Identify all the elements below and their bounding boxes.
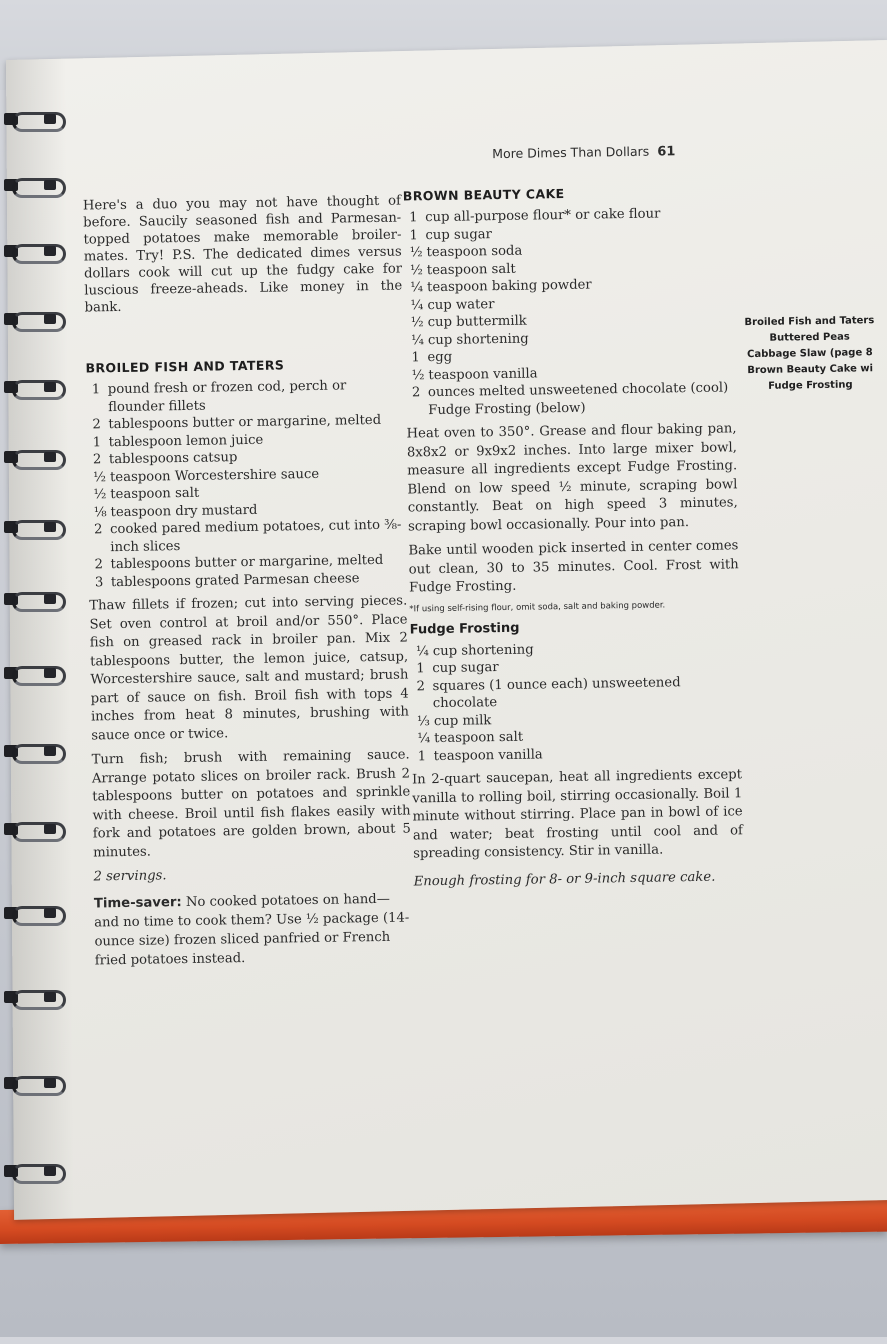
ingredient-item: ¼ cup water bbox=[410, 296, 495, 313]
ingredient-item: ½ cup buttermilk bbox=[410, 313, 527, 331]
cake-recipe-title: BROWN BEAUTY CAKE bbox=[402, 185, 565, 204]
ingredient-item: ¼ teaspoon baking powder bbox=[410, 277, 592, 296]
ingredient-item: 1 cup all-purpose flour* or cake flour bbox=[409, 206, 661, 226]
fish-method-step: Thaw fillets if frozen; cut into serving pieces. Set oven control at broil and/or 550°. Place fish on greased rack in broiler pan. Mix 2 tablespoons butter, the lemon juice, catsup, Worcestershire sauce, salt and mustard; brush part of sauce on fish. Broil fish with tops 4 inches from heat 8 minutes, brushing with sauce once or twice. bbox=[89, 593, 410, 743]
ingredient-item: ¼ cup shortening bbox=[415, 642, 534, 659]
page-number: 61 bbox=[657, 144, 676, 160]
menu-item: Broiled Fish and Taters bbox=[744, 315, 875, 329]
ingredient-item: 1 cup sugar bbox=[416, 660, 499, 677]
ingredient-item: ½ teaspoon Worcestershire sauce bbox=[93, 466, 320, 485]
menu-item: Brown Beauty Cake wi bbox=[747, 363, 874, 377]
frosting-yield: Enough frosting for 8- or 9-inch square cake. bbox=[413, 869, 716, 889]
flour-footnote: *If using self-rising flour, omit soda, salt and baking powder. bbox=[409, 599, 666, 614]
cake-ingredient-list bbox=[403, 204, 736, 419]
time-saver-tip bbox=[94, 889, 413, 970]
frosting-method: In 2-quart saucepan, heat all ingredients except vanilla to rolling boil, stirring occasionally. Boil 1 minute without stirring. Place pan in bowl of ice and water; beat frosting until cool and of spreading consistency. Stir in vanilla. bbox=[411, 767, 743, 862]
ingredient-item: 2 tablespoons butter or margarine, melted bbox=[92, 412, 382, 433]
ingredient-item: ½ teaspoon salt bbox=[93, 485, 200, 503]
fish-ingredient-list bbox=[86, 377, 407, 592]
fish-method-step: Turn fish; brush with remaining sauce. Arrange potato slices on broiler rack. Brush 2 tablespoons butter on potatoes and sprinkle with cheese. Broil until fish flakes easily with fork and potatoes are golden brown, about 5 minutes. bbox=[91, 747, 411, 860]
ingredient-item: 1 pound fresh or frozen cod, perch or flounder fillets bbox=[91, 378, 347, 415]
frosting-title: Fudge Frosting bbox=[409, 620, 520, 637]
fish-servings: 2 servings. bbox=[93, 868, 167, 885]
menu-item: Fudge Frosting bbox=[768, 379, 853, 392]
ingredient-item: ¼ teaspoon salt bbox=[417, 729, 524, 747]
left-column bbox=[83, 193, 413, 971]
ingredient-item: 2 tablespoons catsup bbox=[92, 450, 238, 468]
ingredient-item: ½ teaspoon vanilla bbox=[411, 365, 538, 383]
intro-paragraph: Here's a duo you may not have thought of before. Saucily seasoned fish and Parmesan-topped potatoes make memorable broiler-mates. Try! P.S. The dedicated dimes versus dollars cook will cut up the fudgy cake for luscious freeze-aheads. Like money in the bank. bbox=[82, 193, 403, 316]
ingredient-item: 2 tablespoons butter or margarine, melted bbox=[94, 552, 384, 573]
ingredient-item: 3 tablespoons grated Parmesan cheese bbox=[94, 570, 360, 590]
running-header bbox=[492, 143, 675, 162]
cake-method-step: Heat oven to 350°. Grease and flour baking pan, 8x8x2 or 9x9x2 inches. Into large mixer bowl, measure all ingredients except Fudge Frosting. Blend on low speed ½ minute, scraping bowl constantly. Beat on high speed 3 minutes, scraping bowl occasionally. Pour into pan. bbox=[406, 421, 738, 534]
ingredient-item: 1 tablespoon lemon juice bbox=[92, 432, 264, 450]
ingredient-item: ¼ cup shortening bbox=[411, 331, 529, 348]
ingredient-item: 2 cooked pared medium potatoes, cut into ⅜-inch slices bbox=[93, 517, 402, 555]
right-column bbox=[403, 183, 744, 891]
cake-method-step: Bake until wooden pick inserted in center comes out clean, 30 to 35 minutes. Cool. Frost with Fudge Frosting. bbox=[408, 538, 739, 596]
ingredient-item: ½ teaspoon soda bbox=[409, 243, 523, 261]
ingredient-item: ⅛ teaspoon dry mustard bbox=[93, 502, 258, 520]
fish-recipe-title: BROILED FISH AND TATERS bbox=[85, 357, 285, 376]
ingredient-item: 1 egg bbox=[411, 349, 453, 366]
ingredient-item: Fudge Frosting (below) bbox=[428, 400, 586, 418]
tip-text: No cooked potatoes on hand—and no time to cook them? Use ½ package (14-ounce size) frozen sliced panfried or French fried potatoes instead. bbox=[94, 891, 410, 969]
ingredient-item: 1 teaspoon vanilla bbox=[417, 746, 543, 764]
ingredient-item: ½ teaspoon salt bbox=[409, 261, 516, 278]
frosting-ingredient-list bbox=[410, 638, 742, 766]
ingredient-item: ⅓ cup milk bbox=[417, 712, 492, 729]
section-title: More Dimes Than Dollars bbox=[492, 143, 650, 162]
ingredient-item: 1 cup sugar bbox=[409, 226, 492, 243]
ingredient-item: 2 squares (1 ounce each) unsweetened chocolate bbox=[416, 674, 681, 712]
ingredient-item: 2 ounces melted unsweetened chocolate (cool) bbox=[411, 380, 729, 401]
menu-box bbox=[737, 313, 883, 395]
menu-item: Buttered Peas bbox=[769, 331, 850, 344]
tip-label: Time-saver: bbox=[93, 895, 182, 912]
menu-item: Cabbage Slaw (page 8 bbox=[747, 347, 873, 361]
